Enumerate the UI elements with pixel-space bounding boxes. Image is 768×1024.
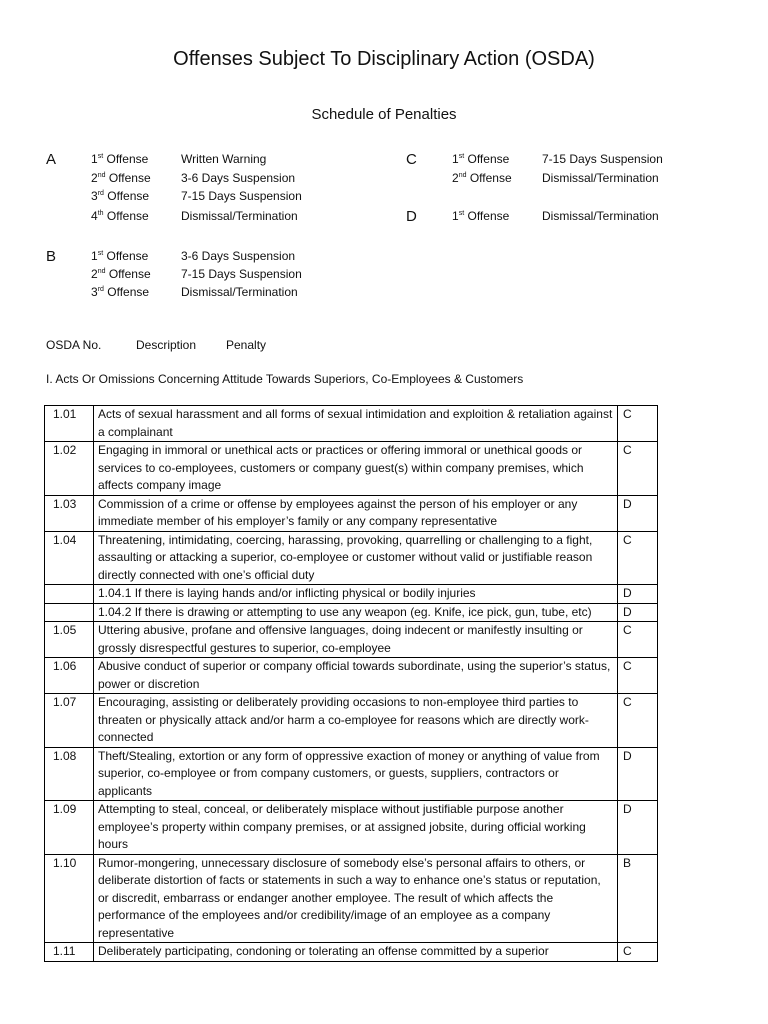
column-header-description: Description <box>136 338 197 352</box>
table-row <box>45 943 658 962</box>
penalty-cell: C <box>618 406 658 442</box>
osda-table <box>44 405 658 962</box>
osda-number-cell: 1.11 <box>45 943 94 962</box>
page-title: Offenses Subject To Disciplinary Action (OSDA) <box>173 48 595 70</box>
osda-number-cell: 1.04 <box>45 531 94 585</box>
penalty-cell: C <box>618 694 658 748</box>
schedule-line: 3rd Offense 7-15 Days Suspension <box>91 189 302 203</box>
penalty-cell: C <box>618 442 658 496</box>
penalty-cell: D <box>618 585 658 604</box>
description-cell: 1.04.1 If there is laying hands and/or inflicting physical or bodily injuries <box>94 585 618 604</box>
column-header-penalty: Penalty <box>226 338 267 352</box>
description-cell: Uttering abusive, profane and offensive languages, doing indecent or manifestly insulting or grossly disrespectful gestures to superior, co-employee <box>94 622 618 658</box>
osda-number-cell: 1.08 <box>45 747 94 801</box>
description-cell: Commission of a crime or offense by employees against the person of his employer or any immediate member of his employer’s family or any company representative <box>94 495 618 531</box>
description-cell: Abusive conduct of superior or company official towards subordinate, using the superior’s status, power or discretion <box>94 658 618 694</box>
osda-number-cell: 1.03 <box>45 495 94 531</box>
table-row <box>45 854 658 943</box>
table-row <box>45 747 658 801</box>
penalty-cell: C <box>618 622 658 658</box>
section-title: I. Acts Or Omissions Concerning Attitude Towards Superiors, Co-Employees & Customers <box>46 372 524 386</box>
osda-number-cell: 1.02 <box>45 442 94 496</box>
schedule-line: 4th Offense Dismissal/Termination <box>91 209 298 223</box>
table-row <box>45 603 658 622</box>
osda-number-cell: 1.09 <box>45 801 94 855</box>
description-cell: Deliberately participating, condoning or tolerating an offense committed by a superior <box>94 943 618 962</box>
column-header-no: OSDA No. <box>46 338 102 352</box>
schedule-line: 3rd Offense Dismissal/Termination <box>91 285 298 299</box>
description-cell: Rumor-mongering, unnecessary disclosure of somebody else’s personal affairs to others, or deliberate distortion of facts or statements in such a way to enhance one’s status or reputation, or discredit, embarrass or endanger another employee. The result of which affects the performance of the employees and/or credibility/image of an employee as a company representative <box>94 854 618 943</box>
schedule-line: 1st Offense 3-6 Days Suspension <box>91 249 296 263</box>
osda-number-cell: 1.06 <box>45 658 94 694</box>
table-row <box>45 694 658 748</box>
group-letter-b: B <box>46 248 57 265</box>
description-cell: Attempting to steal, conceal, or deliberately misplace without justifiable purpose another employee’s property within company premises, or at assigned jobsite, during official working hours <box>94 801 618 855</box>
osda-number-cell: 1.10 <box>45 854 94 943</box>
schedule-line: 2nd Offense 3-6 Days Suspension <box>91 171 296 185</box>
schedule-line: 2nd Offense 7-15 Days Suspension <box>91 267 302 281</box>
description-cell: Engaging in immoral or unethical acts or practices or offering immoral or unethical goods or services to co-employees, customers or company guest(s) within company premises, which affects company image <box>94 442 618 496</box>
table-row <box>45 801 658 855</box>
osda-number-cell: 1.07 <box>45 694 94 748</box>
schedule-line: 1st Offense 7-15 Days Suspension <box>452 152 663 166</box>
schedule-line: 2nd Offense Dismissal/Termination <box>452 171 659 185</box>
group-letter-a: A <box>46 151 57 168</box>
penalty-cell: D <box>618 603 658 622</box>
description-cell: Acts of sexual harassment and all forms of sexual intimidation and exploition & retaliation against a complainant <box>94 406 618 442</box>
table-row <box>45 585 658 604</box>
penalty-cell: C <box>618 943 658 962</box>
description-cell: 1.04.2 If there is drawing or attempting to use any weapon (eg. Knife, ice pick, gun, tube, etc) <box>94 603 618 622</box>
schedule-line: 1st Offense Written Warning <box>91 152 267 166</box>
penalty-cell: D <box>618 801 658 855</box>
table-row <box>45 531 658 585</box>
osda-number-cell: 1.05 <box>45 622 94 658</box>
group-letter-d: D <box>406 208 417 225</box>
penalty-cell: C <box>618 658 658 694</box>
schedule-subtitle: Schedule of Penalties <box>311 106 457 123</box>
description-cell: Threatening, intimidating, coercing, harassing, provoking, quarrelling or challenging to a fight, assaulting or attacking a superior, co-employee or customer without valid or justifiable reason directly connected with one’s official duty <box>94 531 618 585</box>
penalty-cell: D <box>618 495 658 531</box>
osda-number-cell <box>45 603 94 622</box>
table-row <box>45 406 658 442</box>
description-cell: Theft/Stealing, extortion or any form of oppressive exaction of money or anything of value from superior, co-employee or from company customers, or guests, suppliers, contractors or applicants <box>94 747 618 801</box>
penalty-cell: C <box>618 531 658 585</box>
description-cell: Encouraging, assisting or deliberately providing occasions to non-employee third parties to threaten or physically attack and/or harm a co-employee for reasons which are directly work-connected <box>94 694 618 748</box>
table-row <box>45 658 658 694</box>
osda-number-cell <box>45 585 94 604</box>
table-row <box>45 495 658 531</box>
schedule-line: 1st Offense Dismissal/Termination <box>452 209 659 223</box>
group-letter-c: C <box>406 151 417 168</box>
penalty-cell: D <box>618 747 658 801</box>
osda-number-cell: 1.01 <box>45 406 94 442</box>
table-row <box>45 442 658 496</box>
table-row <box>45 622 658 658</box>
penalty-cell: B <box>618 854 658 943</box>
